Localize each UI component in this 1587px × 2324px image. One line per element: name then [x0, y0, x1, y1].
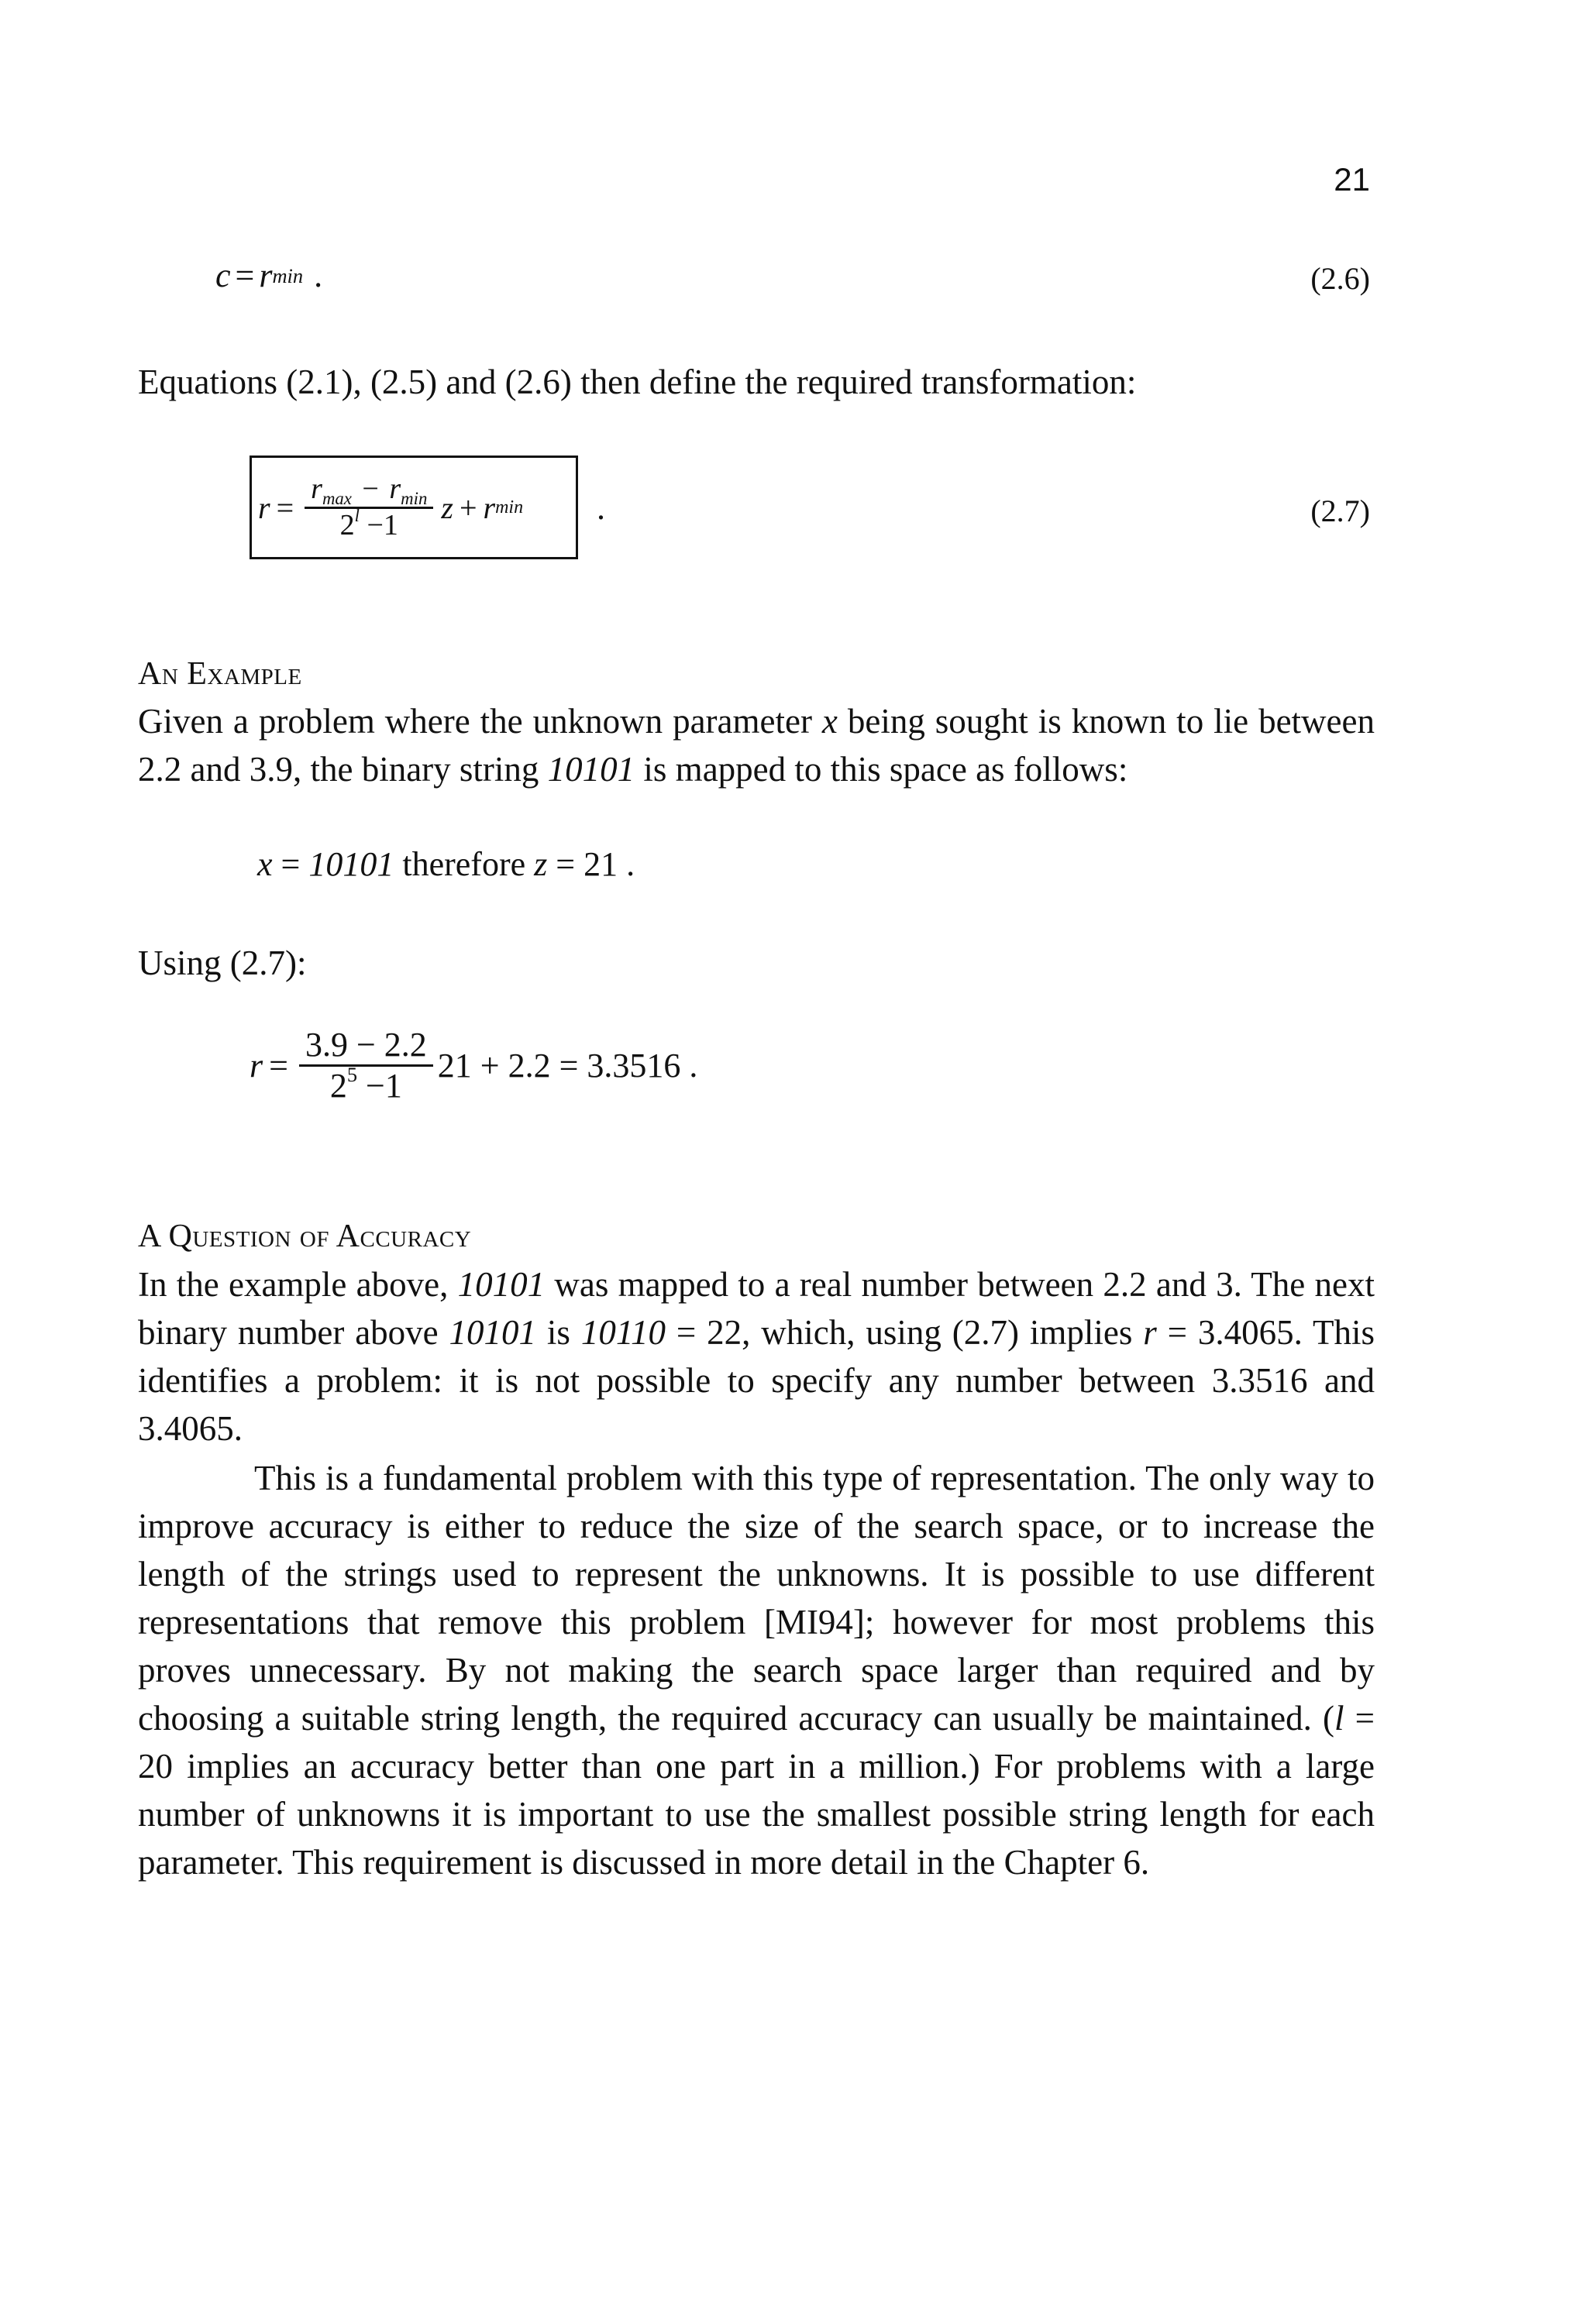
eq27-fraction [305, 474, 433, 541]
heading-accuracy: A Question of Accuracy [138, 1219, 472, 1254]
using-line: Using (2.7): [138, 944, 307, 982]
eqx-rest: = 21 . [547, 845, 635, 883]
eq27-equals: = [276, 490, 294, 525]
accuracy-var-r: r [1143, 1313, 1157, 1352]
accuracy-text-3: is [536, 1313, 581, 1352]
eqr-den-exp: 5 [346, 1063, 358, 1087]
page-number: 21 [1334, 161, 1370, 198]
fundamental-paragraph [138, 1454, 1375, 1886]
transformation-intro: Equations (2.1), (2.5) and (2.6) then define the required transformation: [138, 363, 1137, 401]
eqr-numerator: 3.9 − 2.2 [299, 1027, 433, 1067]
eq27-denominator [334, 505, 404, 541]
eqx-z: z [534, 845, 548, 883]
eqr-den-rest: −1 [357, 1067, 402, 1105]
eq27-num-r1: r [311, 472, 322, 505]
eqx-therefore: therefore [394, 845, 535, 883]
eq27-num-r2: r [389, 472, 401, 505]
example-text-3: is mapped to this space as follows: [635, 750, 1128, 789]
eqx-equals: = [272, 845, 309, 883]
eq27-plus: + [459, 490, 477, 525]
accuracy-binary-2: 10101 [449, 1313, 537, 1352]
accuracy-binary-3: 10110 [580, 1313, 666, 1352]
eqr-den-base: 2 [329, 1067, 347, 1105]
eq27-num-sub2: min [401, 488, 428, 508]
heading-example: An Example [138, 656, 302, 692]
accuracy-binary-1: 10101 [457, 1265, 546, 1304]
eqr-lhs: r [250, 1047, 263, 1085]
eq27-numerator [305, 474, 433, 509]
fundamental-text-2: = 20 implies an accuracy better than one part in a million.) For problems with a large number of unknowns it is important to use the smallest possible string length for each parameter. This requirement is discussed in more detail in the Chapter 6. [138, 1699, 1375, 1882]
example-paragraph [138, 697, 1375, 793]
eq27-den-rest: −1 [359, 508, 398, 541]
eq26-dot: . [314, 256, 323, 294]
eqr-denominator [324, 1063, 408, 1105]
accuracy-paragraph [138, 1260, 1375, 1452]
eq27-dot: . [597, 489, 605, 527]
example-binary: 10101 [547, 750, 635, 789]
eq27-den-exp: l [354, 505, 360, 525]
accuracy-text-4: = 22, which, using (2.7) implies [666, 1313, 1144, 1352]
eq26-lhs: c [215, 256, 231, 294]
eqx-binary: 10101 [308, 845, 394, 883]
accuracy-text-5: = 3.4065. This identifies a problem: it is not possible to specify any number between 3.3516 and 3.4065. [138, 1313, 1375, 1448]
eq27-den-base: 2 [339, 508, 355, 541]
eq26-equals: = [235, 256, 255, 294]
eq27-num-sub1: max [322, 488, 352, 508]
eq27-lhs: r [258, 490, 270, 525]
example-var-x: x [821, 702, 838, 741]
equation-2-7-box: r = $\frac{r_{max} - r_{min}}{2^l -1}$ z + r min [250, 456, 578, 559]
eqx-x: x [257, 845, 273, 883]
equation-number-2-7: (2.7) [1310, 493, 1370, 528]
fundamental-var-l: l [1334, 1699, 1344, 1738]
accuracy-text-2: was mapped to a real number between 2.2 and 3. The next binary number above [138, 1265, 1375, 1352]
equation-2-6: c = r min . [215, 256, 323, 294]
eqr-rest: 21 + 2.2 = 3.3516 . [437, 1047, 698, 1085]
eqr-fraction [299, 1027, 433, 1104]
eq26-r: r [259, 256, 273, 294]
accuracy-text-1: In the example above, [138, 1265, 458, 1304]
eq27-z: z [441, 490, 453, 525]
equation-r-result [250, 1027, 697, 1104]
example-text-2: being sought is known to lie between 2.2 and 3.9, the binary string [138, 702, 1375, 789]
example-text-1: Given a problem where the unknown parameter [138, 702, 822, 741]
eqr-equals: = [269, 1047, 288, 1085]
equation-number-2-6: (2.6) [1310, 261, 1370, 296]
eq27-num-minus: − [362, 472, 379, 505]
eq27-r3: r [483, 490, 496, 525]
equation-x [257, 844, 635, 884]
fundamental-text-1: This is a fundamental problem with this type of representation. The only way to improve accuracy is either to reduce the size of the search space, or to increase the length of the strings used to represent the unknowns. It is possible to use different representations that remove this problem [MI94]; however for most problems this proves unnecessary. By not making the search space larger than required and by choosing a suitable string length, the required accuracy can usually be maintained. ( [138, 1459, 1375, 1738]
